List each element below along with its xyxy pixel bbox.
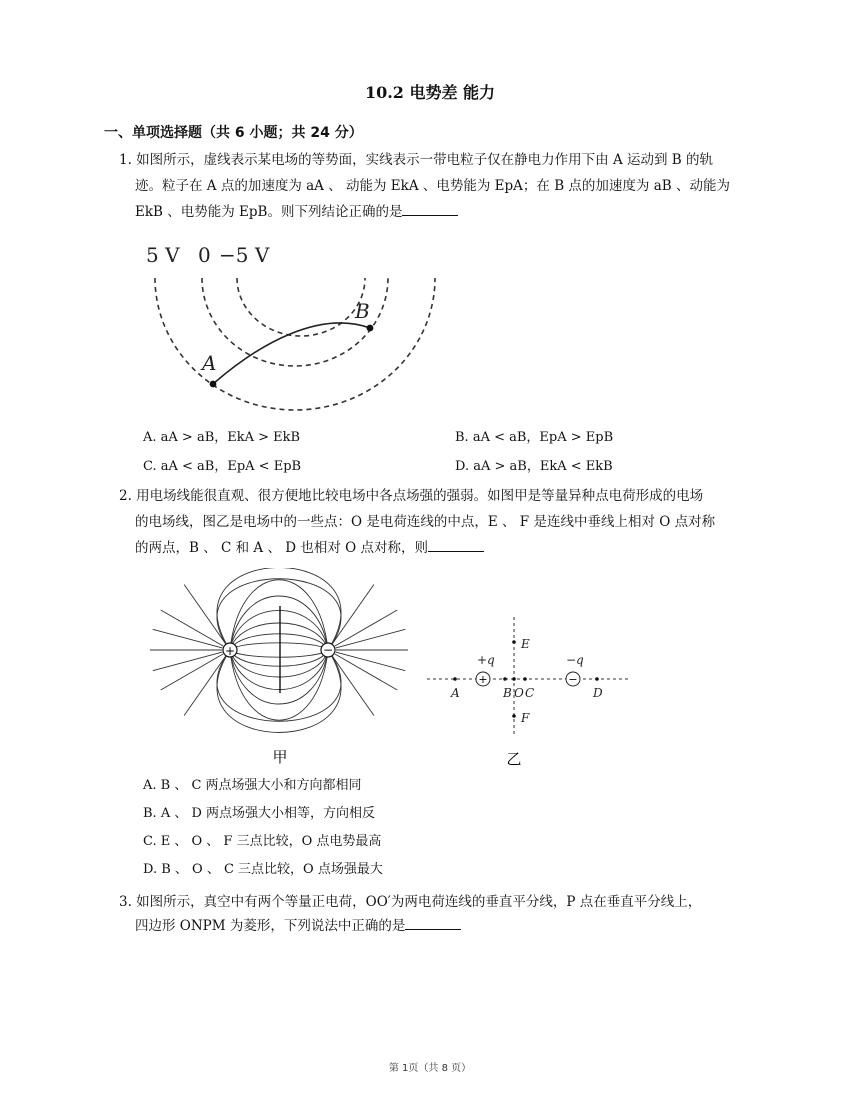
q2-option-d[interactable]: D. B 、 O 、 C 三点比较，O 点场强最大 [143, 862, 383, 877]
negative-charge-sign: − [322, 643, 334, 657]
field-line-arc [230, 650, 328, 677]
field-lines [150, 568, 408, 733]
field-line-arc [230, 650, 328, 657]
label-point-b: B [355, 299, 370, 323]
label-minus-q: −q [566, 653, 584, 667]
q2-line-3-wrap [135, 536, 484, 560]
point-b [503, 677, 507, 681]
point-e [512, 640, 516, 644]
field-line-radial-right [333, 584, 374, 643]
field-line-radial-left [153, 652, 223, 671]
q3-line-2: 四边形 ONPM 为菱形，下列说法中正确的是 [135, 918, 406, 934]
label-jia: 甲 [272, 748, 288, 766]
field-line-arc [230, 634, 328, 650]
label-c: C [525, 686, 535, 700]
label-minus5v: −5 V [219, 243, 270, 267]
q1-option-c[interactable]: C. aA < aB，EpA < EpB [143, 459, 302, 474]
q2-line-2: 的电场线，图乙是电场中的一些点：O 是电荷连线的中点，E 、 F 是连线中垂线上相对 O 点对称 [135, 514, 716, 530]
label-plus-q: +q [477, 653, 495, 667]
label-point-a: A [202, 351, 217, 375]
label-yi: 乙 [506, 750, 522, 768]
field-line-arc [230, 623, 328, 650]
field-line-radial-left [184, 657, 225, 716]
point-c [523, 677, 527, 681]
minus-q-sign: − [568, 673, 578, 686]
field-line-radial-left [153, 629, 223, 648]
point-a-dot [210, 381, 217, 388]
label-d: D [593, 686, 603, 700]
label-a: A [451, 686, 460, 700]
q2-line-1: 2. 用电场线能很直观、很方便地比较电场中各点场强的强弱。如图甲是等量异种点电荷形成的电场 [119, 488, 704, 504]
point-a [453, 677, 457, 681]
field-line-radial-right [333, 657, 374, 716]
label-0v: 0 [198, 243, 211, 267]
label-e: E [521, 637, 530, 651]
field-line-arc [230, 610, 328, 650]
field-line-arc [230, 650, 328, 690]
field-line-radial-right [335, 610, 397, 646]
positive-charge-sign: + [224, 644, 236, 658]
section-heading: 一、单项选择题（共 6 小题；共 24 分） [104, 125, 363, 141]
point-f [512, 714, 516, 718]
point-b-dot [367, 325, 374, 332]
q1-option-b[interactable]: B. aA < aB，EpA > EpB [455, 430, 614, 445]
equipotential-minus5v [237, 278, 365, 336]
field-line-outer [217, 568, 341, 650]
page-footer: 第 1页（共 8 页） [388, 1063, 472, 1074]
point-d [595, 677, 599, 681]
q1-option-a[interactable]: A. aA > aB，EkA > EkB [143, 430, 301, 445]
q1-line-3-wrap [135, 200, 458, 224]
label-f: F [521, 711, 530, 725]
field-line-radial-right [335, 654, 397, 690]
q2-line-3: 的两点，B 、 C 和 A 、 D 也相对 O 点对称，则 [135, 540, 429, 556]
label-b: B [503, 686, 512, 700]
field-line-radial-left [161, 610, 223, 646]
field-line-arc [230, 650, 328, 666]
q1-answer-blank[interactable] [402, 201, 458, 216]
field-line-radial-left [161, 654, 223, 690]
field-line-radial-right [336, 652, 406, 671]
label-5v: 5 V [146, 243, 180, 267]
q3-answer-blank[interactable] [405, 915, 461, 930]
page-title: 10.2 电势差 能力 [364, 83, 496, 102]
q1-line-2: 迹。粒子在 A 点的加速度为 aA 、 动能为 EkA 、电势能为 EpA；在 B 点的加速度为 aB 、动能为 [135, 178, 730, 194]
q1-option-d[interactable]: D. aA > aB，EkA < EkB [455, 459, 613, 474]
q2-field-lines-figure [140, 568, 420, 768]
field-line-radial-left [184, 584, 225, 643]
field-line-radial-right [336, 629, 406, 648]
q3-line-2-wrap [135, 914, 461, 938]
q1-line-3: EkB 、电势能为 EpB。则下列结论正确的是 [135, 204, 403, 220]
q2-points-figure [425, 612, 635, 772]
q3-line-1: 3. 如图所示，真空中有两个等量正电荷，OO′为两电荷连线的垂直平分线，P 点在垂直平分线上， [119, 894, 702, 910]
q2-answer-blank[interactable] [428, 537, 484, 552]
q1-equipotential-figure [140, 238, 460, 418]
q2-option-a[interactable]: A. B 、 C 两点场强大小和方向都相同 [143, 778, 362, 793]
q1-line-1: 1. 如图所示，虚线表示某电场的等势面，实线表示一带电粒子仅在静电力作用下由 A 运动到 B 的轨 [119, 152, 714, 168]
equipotential-5v [155, 278, 435, 410]
label-o: O [514, 686, 524, 700]
q2-option-c[interactable]: C. E 、 O 、 F 三点比较，O 点电势最高 [143, 834, 382, 849]
plus-q-sign: + [478, 673, 488, 686]
particle-trajectory [213, 323, 370, 384]
point-o [512, 677, 516, 681]
field-line-arc [230, 643, 328, 650]
q2-option-b[interactable]: B. A 、 D 两点场强大小相等，方向相反 [143, 806, 376, 821]
